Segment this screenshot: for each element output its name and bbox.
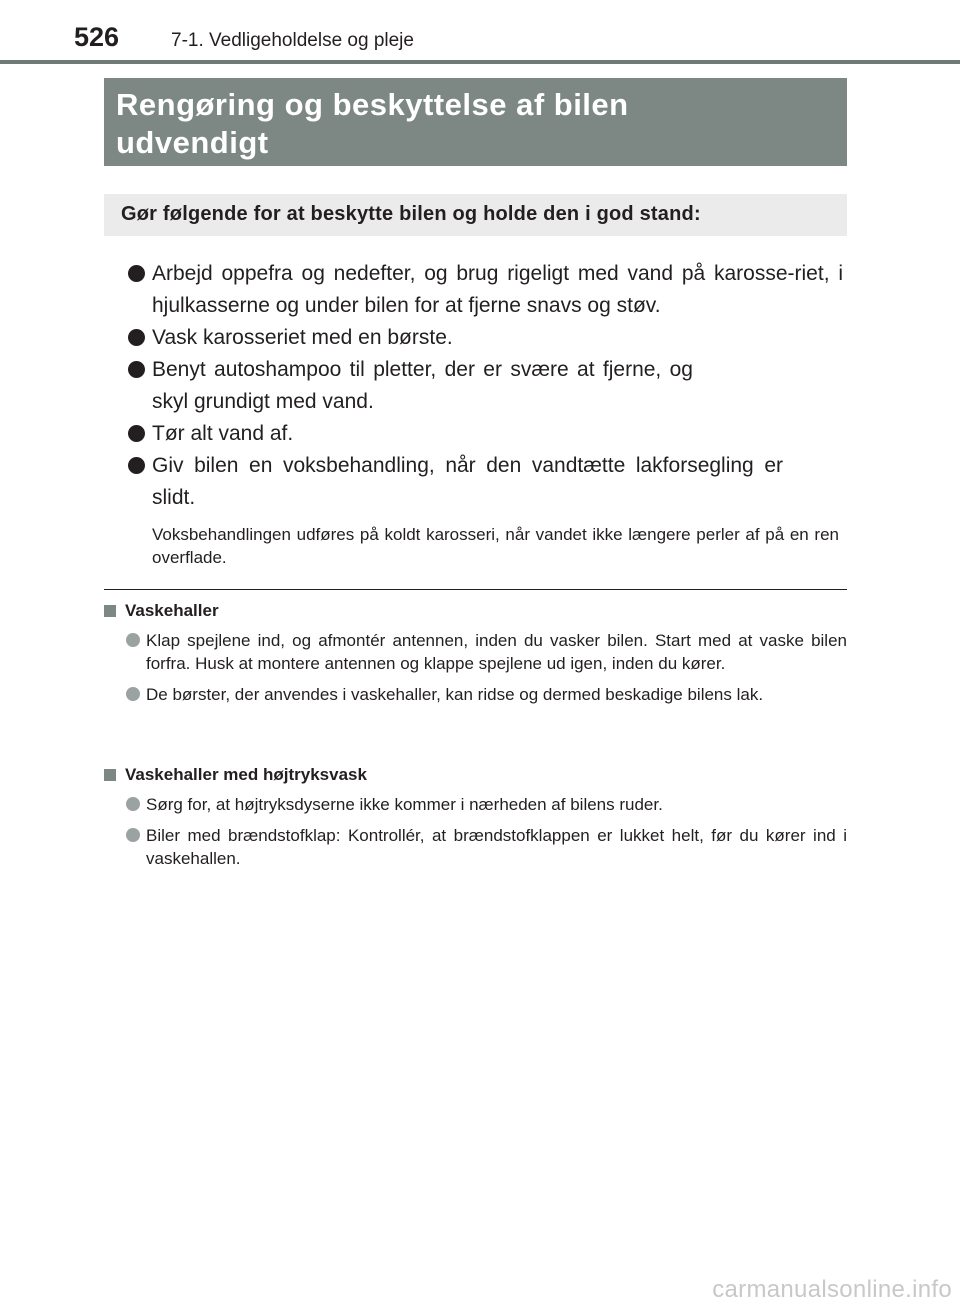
list-item-text: Arbejd oppefra og nedefter, og brug rigeligt med vand på karosse-riet, i hjulkasserne og under bilen for at fjerne snavs og støv. <box>152 262 843 317</box>
list-item <box>104 683 847 706</box>
divider <box>104 589 847 590</box>
sub-list <box>104 629 847 706</box>
bullet-icon <box>128 425 145 442</box>
bullet-icon <box>128 265 145 282</box>
square-bullet-icon <box>104 605 116 617</box>
list-item-text: Sørg for, at højtryksdyserne ikke kommer i nærheden af bilens ruder. <box>146 795 663 814</box>
square-bullet-icon <box>104 769 116 781</box>
list-item <box>104 793 847 816</box>
list-item-text: Biler med brændstofklap: Kontrollér, at brændstofklappen er lukket helt, før du kører ind i vaskehallen. <box>146 826 847 868</box>
bullet-icon <box>128 329 145 346</box>
section-label: 7-1. Vedligeholdelse og pleje <box>171 30 414 51</box>
bullet-icon <box>128 457 145 474</box>
bullet-icon <box>128 361 145 378</box>
list-item <box>128 354 843 418</box>
list-item-text: Tør alt vand af. <box>152 422 294 445</box>
main-list <box>128 258 843 514</box>
section-heading: Vaskehaller med højtryksvask <box>104 764 847 786</box>
bullet-icon <box>126 687 140 701</box>
list-item-text: Klap spejlene ind, og afmontér antennen, inden du vasker bilen. Start med at vaske bilen forfra. Husk at montere antennen og klappe spejlene ud igen, inden du kører. <box>146 631 847 673</box>
section-vaskehaller <box>104 600 847 714</box>
bullet-icon <box>126 828 140 842</box>
list-item-text: Benyt autoshampoo til pletter, der er svære at fjerne, og skyl grundigt med vand. <box>152 358 693 413</box>
list-item <box>128 418 843 450</box>
list-item-text: De børster, der anvendes i vaskehaller, kan ridse og dermed beskadige bilens lak. <box>146 685 764 704</box>
page-title: Rengøring og beskyttelse af bilen udvendigt <box>116 87 629 160</box>
page-number: 526 <box>74 22 120 52</box>
intro-text: Gør følgende for at beskytte bilen og holde den i god stand: <box>121 203 701 225</box>
header-rule <box>0 60 960 64</box>
note-text: Voksbehandlingen udføres på koldt karosseri, når vandet ikke længere perler af på en ren overflade. <box>152 525 839 567</box>
list-item <box>128 258 843 322</box>
section-heading: Vaskehaller <box>104 600 847 622</box>
title-bar <box>104 78 847 166</box>
section-hojtryksvask <box>104 764 847 878</box>
list-item <box>128 450 843 514</box>
list-item-text: Giv bilen en voksbehandling, når den vandtætte lakforsegling er slidt. <box>152 454 783 509</box>
bullet-icon <box>126 797 140 811</box>
intro-box <box>104 194 847 236</box>
list-item <box>128 322 843 354</box>
bullet-icon <box>126 633 140 647</box>
watermark: carmanualsonline.info <box>712 1276 952 1303</box>
list-item <box>104 629 847 675</box>
list-item-text: Vask karosseriet med en børste. <box>152 326 453 349</box>
list-item <box>104 824 847 870</box>
sub-list <box>104 793 847 870</box>
